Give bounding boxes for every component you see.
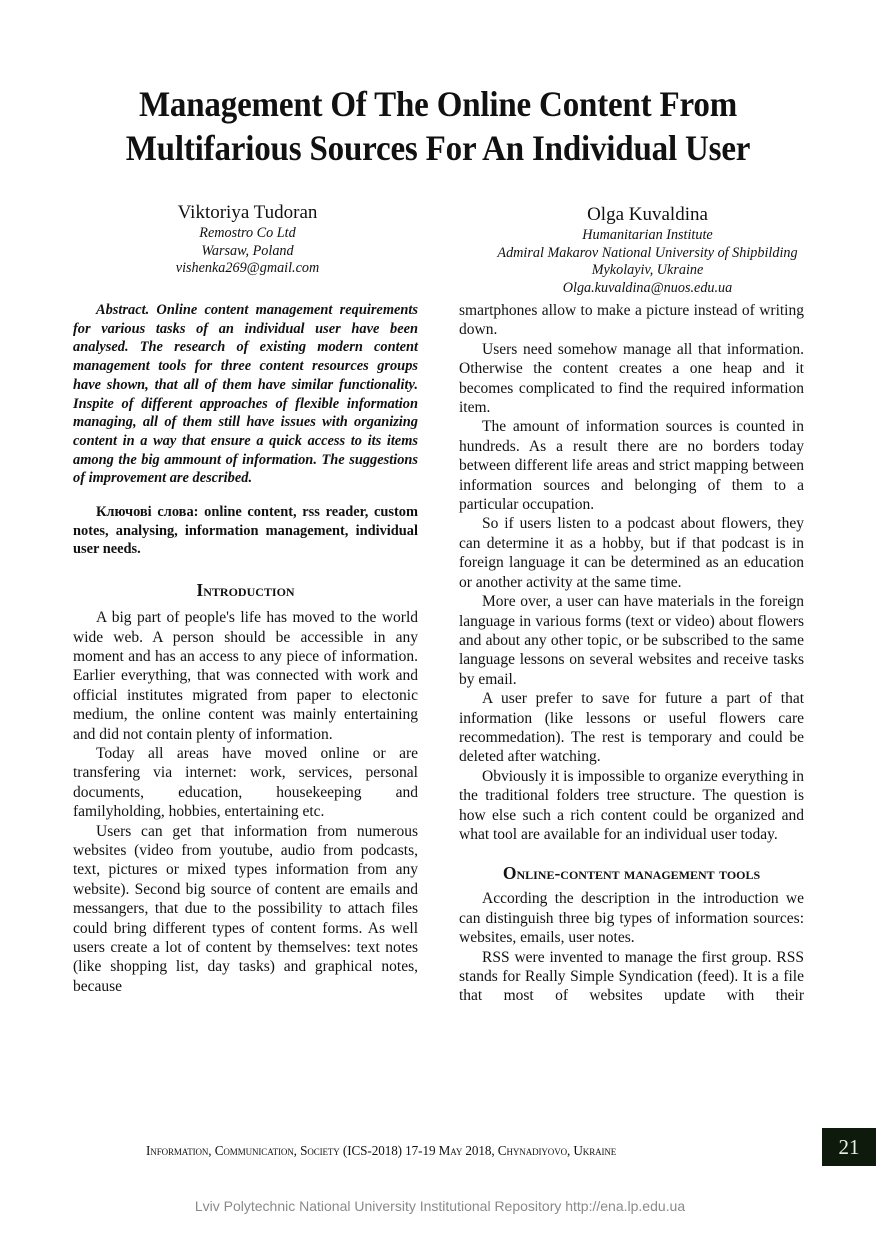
body-paragraph: Users need somehow manage all that information. Otherwise the content creates a one heap and it becomes complicated to find the required information item.: [459, 340, 804, 417]
paper-title: [68, 82, 808, 170]
keywords: [73, 503, 418, 559]
author-name: Viktoriya Tudoran: [177, 202, 318, 223]
page-number: 21: [822, 1128, 876, 1166]
repository-watermark: Lviv Polytechnic National University Institutional Repository http://ena.lp.edu.ua: [194, 1198, 686, 1214]
author-block-1: [110, 201, 385, 278]
abstract-label: Abstract.: [96, 302, 150, 318]
right-column: [459, 301, 804, 1006]
body-paragraph-continued: smartphones allow to make a picture instead of writing down.: [459, 302, 804, 339]
author-email: Olga.kuvaldina@nuos.edu.ua: [562, 279, 733, 296]
abstract: [73, 301, 418, 488]
body-paragraph: So if users listen to a podcast about flowers, they can determine it as a hobby, but if that podcast is in foreign language it can be determined as an education or another activity at the same time.: [459, 515, 804, 591]
author-location: Warsaw, Poland: [201, 242, 294, 259]
left-column: [73, 301, 418, 996]
body-paragraph: More over, a user can have materials in the foreign language in various forms (text or video) about flowers and about any other topic, or be subscribed to the same language lessons on several websites and receive tasks by email.: [459, 593, 804, 688]
conference-footer: Information, Communication, Society (ICS-2018) 17-19 May 2018, Chynadiyovo, Ukraine: [146, 1143, 617, 1158]
body-paragraph: Obviously it is impossible to organize everything in the traditional folders tree structure. The question is how else such a rich content could be organized and what tool are available for an individual user today.: [459, 767, 804, 843]
section-heading-tools: Online-content management tools: [502, 863, 761, 884]
keywords-text: online content, rss reader, custom notes, analysing, information management, individual user needs.: [73, 504, 418, 558]
author-affiliation: Humanitarian Institute: [582, 227, 713, 243]
author-location: Mykolayiv, Ukraine: [591, 262, 704, 278]
body-paragraph: RSS were invented to manage the first group. RSS stands for Really Simple Syndication (feed). It is a file that most of websites update with their: [459, 948, 804, 1005]
abstract-text: Online content management requirements for various tasks of an individual user have been analysed. The research of existing modern content management tools for three content resources groups have shown, that all of them have similar functionality. Inspite of different approaches of flexible information managing, all of them still have issues with organizing content in a way that ensure a quick access to its items among the big ammount of information. The suggestions of improvement are described.: [73, 302, 418, 487]
paper-title-line-1: Management Of The Online Content From: [138, 84, 738, 124]
author-university: Admiral Makarov National University of Shipbilding: [497, 244, 798, 261]
author-block-2: [450, 203, 845, 297]
body-paragraph: The amount of information sources is counted in hundreds. As a result there are no borders today between different life areas and strict mapping between information sources and belonging of them to a particular occupation.: [459, 418, 804, 514]
author-affiliation: Remostro Co Ltd: [199, 225, 296, 241]
keywords-label: Ключові слова:: [96, 504, 199, 521]
section-heading-introduction: Introduction: [196, 580, 295, 601]
body-paragraph: A big part of people's life has moved to the world wide web. A person should be accessible in any moment and has an access to any piece of information. Earlier everything, that was connected with work and official institutes migrated from paper to electonic medium, the online content was mainly entertaining and did not contain plenty of information.: [73, 609, 418, 743]
author-email: vishenka269@gmail.com: [175, 260, 320, 276]
body-paragraph: Users can get that information from numerous websites (video from youtube, audio from podcasts, text, pictures or mixed types information from any website). Second big source of content are emails and messangers, that due to the possibility to attach files could bring different types of content forms. As well users create a lot of content by themselves: text notes (like shopping list, day tasks) and graphical notes, because: [73, 822, 418, 995]
paper-title-line-2: Multifarious Sources For An Individual User: [125, 128, 751, 168]
body-paragraph: Today all areas have moved online or are transfering via internet: work, services, personal documents, education, housekeeping and familyholding, hobbies, entertaining etc.: [73, 744, 418, 821]
body-paragraph: A user prefer to save for future a part of that information (like lessons or useful flowers care recommedation). The rest is temporary and could be deleted after watching.: [459, 690, 804, 766]
author-name: Olga Kuvaldina: [587, 204, 708, 225]
body-paragraph: According the description in the introduction we can distinguish three big types of information sources: websites, emails, user notes.: [459, 890, 804, 947]
